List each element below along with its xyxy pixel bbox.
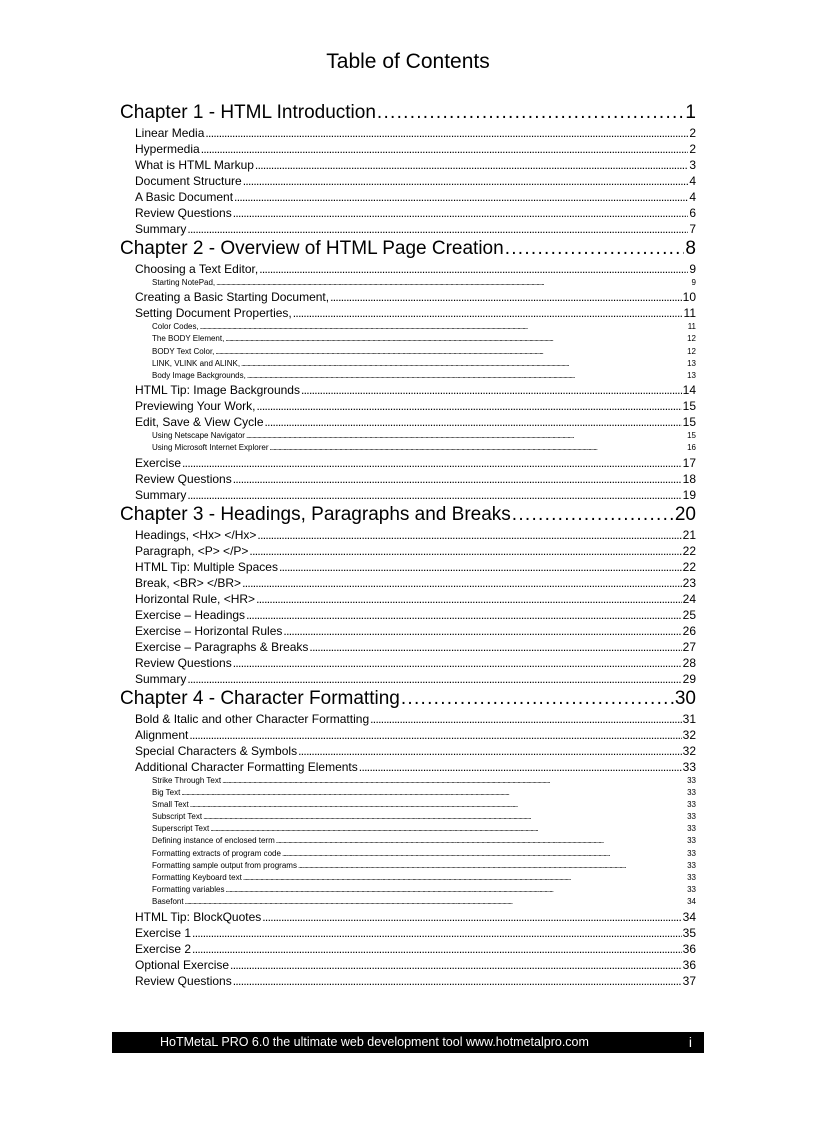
- toc-section-entry[interactable]: [120, 607, 696, 623]
- toc-entry-page-number: 26: [682, 623, 696, 638]
- dot-leader: [247, 370, 686, 382]
- dot-leader: [225, 333, 686, 345]
- dot-leader: [233, 205, 689, 221]
- toc-entry-label: Optional Exercise: [135, 957, 230, 972]
- toc-entry-label: Exercise: [135, 455, 182, 470]
- dot-leader: [222, 775, 686, 787]
- toc-subsection-entry[interactable]: [120, 823, 696, 835]
- toc-entry-label: Defining instance of enclosed term: [152, 836, 275, 846]
- toc-section-entry[interactable]: [120, 382, 696, 398]
- toc-entry-label: Exercise 1: [135, 925, 192, 940]
- toc-section-entry[interactable]: [120, 189, 696, 205]
- toc-entry-label: Document Structure: [135, 174, 242, 188]
- toc-subsection-entry[interactable]: [120, 346, 696, 358]
- dot-leader: [293, 305, 683, 321]
- toc-section-entry[interactable]: [120, 527, 696, 543]
- toc-section-entry[interactable]: [120, 941, 696, 957]
- toc-entry-page-number: 1: [685, 102, 696, 123]
- toc-entry-label: Horizontal Rule, <HR>: [135, 591, 256, 606]
- toc-section-entry[interactable]: [120, 655, 696, 671]
- toc-entry-label: HTML Tip: BlockQuotes: [135, 909, 262, 924]
- toc-entry-page-number: 15: [682, 415, 696, 430]
- toc-entry-page-number: 4: [689, 190, 696, 204]
- toc-entry-page-number: 22: [682, 559, 696, 574]
- toc-entry-page-number: 12: [687, 346, 696, 356]
- toc-entry-page-number: 3: [689, 158, 696, 172]
- toc-entry-label: Big Text: [152, 787, 181, 797]
- toc-entry-label: Body Image Backgrounds,: [152, 370, 246, 380]
- toc-section-entry[interactable]: [120, 711, 696, 727]
- toc-entry-page-number: 33: [687, 799, 696, 809]
- toc-entry-page-number: 8: [685, 238, 696, 259]
- toc-entry-page-number: 11: [683, 306, 696, 321]
- toc-entry-page-number: 19: [682, 487, 696, 502]
- toc-entry-label: Linear Media: [135, 126, 205, 140]
- toc-entry-label: Exercise – Paragraphs & Breaks: [135, 639, 309, 654]
- toc-entry-page-number: 18: [682, 471, 696, 486]
- toc-entry-label: Chapter 3 - Headings, Paragraphs and Breaks: [120, 503, 511, 525]
- dot-leader: [187, 487, 681, 503]
- dot-leader: [192, 941, 682, 957]
- page-title: Table of Contents: [326, 50, 490, 73]
- toc-entry-label: Bold & Italic and other Character Formatting: [135, 711, 370, 726]
- toc-section-entry[interactable]: [120, 957, 696, 973]
- toc-entry-page-number: 24: [682, 591, 696, 606]
- toc-entry-label: Headings, <Hx> </Hx>: [135, 527, 257, 542]
- toc-section-entry[interactable]: [120, 471, 696, 487]
- dot-leader: [230, 957, 682, 973]
- toc-entry-label: Color Codes,: [152, 322, 199, 332]
- toc-entry-label: Basefont: [152, 897, 184, 907]
- toc-entry-page-number: 34: [687, 897, 696, 907]
- dot-leader: [246, 430, 686, 442]
- toc-subsection-entry[interactable]: [120, 321, 696, 333]
- toc-entry-label: The BODY Element,: [152, 334, 225, 344]
- dot-leader: [298, 743, 682, 759]
- toc-entry-label: Chapter 2 - Overview of HTML Page Creation: [120, 238, 504, 259]
- toc-subsection-entry[interactable]: [120, 799, 696, 811]
- toc-section-entry[interactable]: [120, 575, 696, 591]
- toc-entry-label: Chapter 1 - HTML Introduction: [120, 102, 376, 123]
- toc-entry-label: A Basic Document: [135, 190, 234, 204]
- toc-entry-label: Previewing Your Work,: [135, 399, 256, 414]
- dot-leader: [257, 527, 681, 543]
- dot-leader: [257, 398, 682, 414]
- dot-leader: [189, 727, 681, 743]
- toc-entry-page-number: 4: [689, 174, 696, 188]
- toc-entry-label: Formatting extracts of program code: [152, 848, 281, 858]
- toc-entry-page-number: 2: [689, 126, 696, 140]
- dot-leader: [225, 884, 686, 896]
- toc-section-entry[interactable]: [120, 925, 696, 941]
- toc-entry-label: Formatting variables: [152, 885, 225, 895]
- dot-leader: [182, 455, 682, 471]
- toc-section-entry[interactable]: [120, 487, 696, 503]
- dot-leader: [301, 382, 682, 398]
- toc-subsection-entry[interactable]: [120, 848, 696, 860]
- toc-entry-page-number: 13: [687, 358, 696, 368]
- toc-entry-page-number: 32: [682, 727, 696, 742]
- toc-entry-label: Chapter 4 - Character Formatting: [120, 687, 400, 709]
- toc-entry-page-number: 13: [687, 370, 696, 380]
- footer-bar: [112, 1032, 704, 1053]
- dot-leader: [512, 503, 674, 527]
- toc-entry-label: Hypermedia: [135, 142, 200, 156]
- toc-section-entry[interactable]: [120, 909, 696, 925]
- toc-entry-page-number: 28: [682, 655, 696, 670]
- toc-entry-label: Exercise 2: [135, 941, 192, 956]
- dot-leader: [370, 711, 682, 727]
- toc-entry-page-number: 35: [682, 925, 696, 940]
- toc-section-entry[interactable]: [120, 305, 696, 321]
- toc-section-entry[interactable]: [120, 173, 696, 189]
- toc-section-entry[interactable]: [120, 639, 696, 655]
- toc-subsection-entry[interactable]: [120, 884, 696, 896]
- dot-leader: [234, 189, 688, 205]
- toc-section-entry[interactable]: [120, 559, 696, 575]
- dot-leader: [330, 289, 682, 305]
- toc-entry-page-number: 9: [691, 278, 696, 287]
- toc-entry-page-number: 2: [689, 142, 696, 156]
- toc-subsection-entry[interactable]: [120, 872, 696, 884]
- toc-section-entry[interactable]: [120, 221, 696, 237]
- toc-entry-page-number: 33: [687, 836, 696, 846]
- footer-text: HoTMetaL PRO 6.0 the ultimate web development tool www.hotmetalpro.com: [160, 1035, 589, 1049]
- toc-entry-page-number: 11: [687, 322, 696, 332]
- toc-section-entry[interactable]: [120, 743, 696, 759]
- toc-section-entry[interactable]: [120, 125, 696, 141]
- toc-entry-page-number: 33: [687, 873, 696, 882]
- toc-entry-label: Formatting sample output from programs: [152, 860, 297, 870]
- toc-entry-page-number: 30: [674, 687, 696, 709]
- dot-leader: [249, 543, 681, 559]
- dot-leader: [203, 811, 686, 823]
- toc-entry-page-number: 14: [682, 383, 696, 398]
- dot-leader: [187, 671, 681, 687]
- toc-entry-page-number: 33: [687, 775, 696, 785]
- toc-entry-label: Exercise – Headings: [135, 607, 246, 622]
- dot-leader: [233, 471, 682, 487]
- toc-entry-label: Review Questions: [135, 471, 232, 486]
- toc-section-entry[interactable]: [120, 141, 696, 157]
- toc-section-entry[interactable]: [120, 543, 696, 559]
- toc-entry-page-number: 15: [682, 399, 696, 414]
- toc-entry-page-number: 12: [687, 334, 696, 344]
- toc-section-entry[interactable]: [120, 759, 696, 775]
- dot-leader: [201, 141, 689, 157]
- toc-entry-page-number: 32: [682, 743, 696, 758]
- dot-leader: [265, 414, 682, 430]
- dot-leader: [205, 125, 688, 141]
- toc-entry-page-number: 10: [682, 290, 696, 305]
- toc-entry-label: Starting NotePad,: [152, 278, 216, 287]
- toc-entry-page-number: 7: [689, 222, 696, 236]
- toc-entry-page-number: 34: [682, 909, 696, 924]
- dot-leader: [241, 358, 686, 370]
- dot-leader: [262, 909, 681, 925]
- toc-entry-label: Using Netscape Navigator: [152, 431, 245, 441]
- toc-entry-page-number: 16: [687, 443, 696, 453]
- dot-leader: [298, 860, 686, 872]
- toc-entry-page-number: 20: [674, 503, 696, 525]
- toc-entry-label: Review Questions: [135, 973, 232, 988]
- toc-entry-label: BODY Text Color,: [152, 346, 215, 356]
- toc-entry-page-number: 21: [682, 527, 696, 542]
- toc-entry-page-number: 33: [687, 824, 696, 834]
- toc-entry-label: Edit, Save & View Cycle: [135, 415, 264, 430]
- dot-leader: [359, 759, 682, 775]
- toc-subsection-entry[interactable]: [120, 860, 696, 872]
- footer-page-number: i: [688, 1034, 692, 1050]
- toc-entry-label: What is HTML Markup: [135, 158, 254, 172]
- dot-leader: [243, 173, 689, 189]
- dot-leader: [185, 896, 687, 908]
- toc-entry-label: Using Microsoft Internet Explorer: [152, 443, 269, 453]
- toc-section-entry[interactable]: [120, 455, 696, 471]
- dot-leader: [309, 639, 681, 655]
- toc-chapter-entry[interactable]: [120, 503, 696, 527]
- toc-entry-label: Superscript Text: [152, 824, 210, 834]
- toc-subsection-entry[interactable]: [120, 358, 696, 370]
- toc-section-entry[interactable]: [120, 398, 696, 414]
- toc-chapter-entry[interactable]: [120, 237, 696, 261]
- dot-leader: [190, 799, 686, 811]
- toc-entry-label: Review Questions: [135, 655, 232, 670]
- toc-section-entry[interactable]: [120, 591, 696, 607]
- toc-entry-label: Summary: [135, 487, 187, 502]
- toc-subsection-entry[interactable]: [120, 333, 696, 345]
- toc-entry-label: Additional Character Formatting Elements: [135, 759, 358, 774]
- dot-leader: [243, 872, 686, 884]
- toc-chapter-entry[interactable]: [120, 101, 696, 125]
- toc-entry-label: Choosing a Text Editor,: [135, 262, 259, 276]
- toc-entry-label: Summary: [135, 671, 187, 686]
- toc-section-entry[interactable]: [120, 261, 696, 277]
- toc-subsection-entry[interactable]: [120, 835, 696, 847]
- dot-leader: [216, 277, 690, 289]
- dot-leader: [233, 973, 682, 989]
- dot-leader: [505, 237, 685, 261]
- toc-entry-page-number: 17: [682, 455, 696, 470]
- toc-entry-page-number: 33: [687, 885, 696, 895]
- toc-section-entry[interactable]: [120, 973, 696, 989]
- toc-chapter-entry[interactable]: [120, 687, 696, 711]
- dot-leader: [270, 442, 687, 454]
- dot-leader: [187, 221, 688, 237]
- toc-entry-page-number: 36: [682, 941, 696, 956]
- toc-section-entry[interactable]: [120, 157, 696, 173]
- toc-entry-label: Review Questions: [135, 206, 232, 220]
- toc-entry-page-number: 29: [682, 671, 696, 686]
- toc-entry-page-number: 22: [682, 543, 696, 558]
- toc-entry-label: Small Text: [152, 799, 189, 809]
- toc-entry-page-number: 31: [682, 711, 696, 726]
- dot-leader: [256, 591, 682, 607]
- toc-entry-label: Setting Document Properties,: [135, 306, 292, 321]
- dot-leader: [255, 157, 688, 173]
- dot-leader: [276, 835, 686, 847]
- dot-leader: [233, 655, 682, 671]
- dot-leader: [282, 848, 686, 860]
- toc-entry-label: Paragraph, <P> </P>: [135, 543, 249, 558]
- toc-subsection-entry[interactable]: [120, 430, 696, 442]
- toc-entry-page-number: 9: [689, 262, 696, 276]
- dot-leader: [210, 823, 686, 835]
- toc-entry-page-number: 33: [687, 860, 696, 870]
- dot-leader: [401, 687, 674, 711]
- toc-section-entry[interactable]: [120, 671, 696, 687]
- dot-leader: [200, 321, 687, 333]
- toc-entry-page-number: 15: [687, 431, 696, 441]
- toc-entry-label: LINK, VLINK and ALINK,: [152, 358, 241, 368]
- toc-entry-page-number: 33: [687, 848, 696, 858]
- toc-section-entry[interactable]: [120, 289, 696, 305]
- toc-entry-page-number: 27: [682, 639, 696, 654]
- toc-subsection-entry[interactable]: [120, 787, 696, 799]
- toc-entry-page-number: 33: [687, 787, 696, 797]
- toc-entry-label: HTML Tip: Image Backgrounds: [135, 383, 300, 398]
- dot-leader: [242, 575, 682, 591]
- dot-leader: [259, 261, 688, 277]
- toc-subsection-entry[interactable]: [120, 442, 696, 454]
- dot-leader: [192, 925, 682, 941]
- toc-entry-label: Summary: [135, 222, 187, 236]
- toc-entry-label: Exercise – Horizontal Rules: [135, 623, 283, 638]
- table-of-contents: [120, 101, 696, 989]
- toc-entry-page-number: 23: [682, 575, 696, 590]
- toc-entry-page-number: 37: [682, 973, 696, 988]
- toc-entry-page-number: 33: [687, 812, 696, 822]
- toc-entry-label: HTML Tip: Multiple Spaces: [135, 559, 278, 574]
- toc-entry-page-number: 33: [682, 759, 696, 774]
- toc-entry-label: Strike Through Text: [152, 775, 222, 785]
- toc-subsection-entry[interactable]: [120, 896, 696, 908]
- dot-leader: [181, 787, 686, 799]
- dot-leader: [246, 607, 682, 623]
- toc-section-entry[interactable]: [120, 414, 696, 430]
- dot-leader: [377, 101, 685, 125]
- toc-subsection-entry[interactable]: [120, 277, 696, 289]
- toc-entry-label: Subscript Text: [152, 812, 203, 822]
- dot-leader: [215, 346, 686, 358]
- toc-section-entry[interactable]: [120, 205, 696, 221]
- toc-entry-label: Creating a Basic Starting Document,: [135, 290, 330, 305]
- toc-entry-page-number: 25: [682, 607, 696, 622]
- toc-subsection-entry[interactable]: [120, 811, 696, 823]
- dot-leader: [279, 559, 682, 575]
- toc-entry-page-number: 6: [689, 206, 696, 220]
- toc-entry-label: Break, <BR> </BR>: [135, 575, 242, 590]
- toc-entry-label: Formatting Keyboard text: [152, 873, 242, 882]
- toc-entry-page-number: 36: [682, 957, 696, 972]
- toc-subsection-entry[interactable]: [120, 370, 696, 382]
- toc-subsection-entry[interactable]: [120, 775, 696, 787]
- dot-leader: [283, 623, 681, 639]
- toc-entry-label: Special Characters & Symbols: [135, 743, 298, 758]
- toc-section-entry[interactable]: [120, 623, 696, 639]
- toc-section-entry[interactable]: [120, 727, 696, 743]
- toc-entry-label: Alignment: [135, 727, 189, 742]
